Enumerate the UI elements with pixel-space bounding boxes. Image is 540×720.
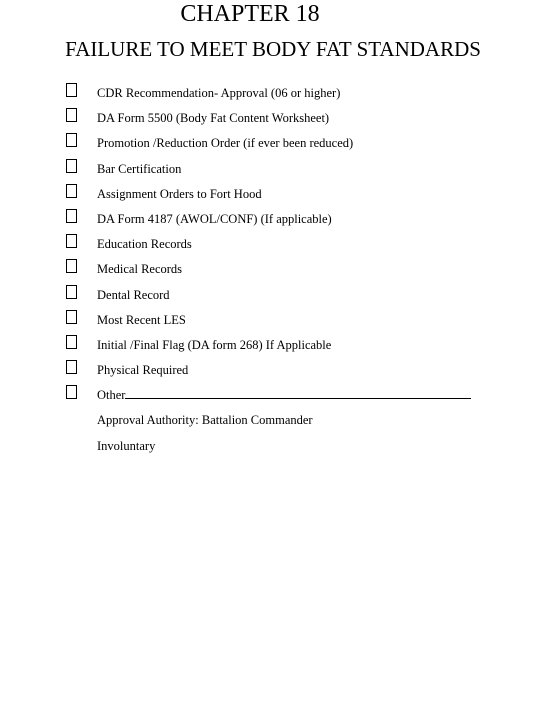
- approval-authority: Approval Authority: Battalion Commander: [97, 413, 313, 427]
- checklist-item-label: Most Recent LES: [97, 312, 186, 327]
- checklist-item: [66, 183, 526, 208]
- checklist-item: [66, 359, 526, 384]
- checklist-item: [66, 107, 526, 132]
- checklist-item-label: Initial /Final Flag (DA form 268) If Applicable: [97, 337, 332, 352]
- checklist-item: [66, 258, 526, 283]
- other-fill-in-line[interactable]: [125, 388, 471, 399]
- checklist-item-label: Bar Certification: [97, 161, 182, 176]
- checkbox[interactable]: [66, 133, 77, 147]
- checklist-item-label: CDR Recommendation- Approval (06 or higher): [97, 86, 341, 100]
- checkbox[interactable]: [66, 108, 77, 122]
- document-checklist: [66, 82, 526, 409]
- checkbox[interactable]: [66, 385, 77, 399]
- checklist-item-label: Other: [97, 388, 126, 403]
- checklist-item: [66, 158, 526, 183]
- checklist-item: [66, 334, 526, 359]
- checklist-item: [66, 132, 526, 157]
- checkbox[interactable]: [66, 83, 77, 97]
- checkbox[interactable]: [66, 360, 77, 374]
- checklist-item: [66, 309, 526, 334]
- checklist-item-label: Physical Required: [97, 363, 189, 378]
- checkbox[interactable]: [66, 209, 77, 223]
- checklist-item-label: Assignment Orders to Fort Hood: [97, 186, 262, 201]
- separation-type: Involuntary: [97, 439, 156, 453]
- checkbox[interactable]: [66, 234, 77, 248]
- checklist-item-label: DA Form 5500 (Body Fat Content Worksheet): [97, 111, 330, 126]
- checklist-item-label: Education Records: [97, 237, 192, 252]
- page-title: FAILURE TO MEET BODY FAT STANDARDS: [65, 37, 481, 61]
- checklist-item-other-row: [97, 387, 471, 403]
- chapter-title: CHAPTER 18: [180, 1, 320, 27]
- checklist-item: [66, 284, 526, 309]
- checkbox[interactable]: [66, 159, 77, 173]
- checkbox[interactable]: [66, 310, 77, 324]
- checklist-item-label: Dental Record: [97, 287, 170, 302]
- checkbox[interactable]: [66, 285, 77, 299]
- checkbox[interactable]: [66, 259, 77, 273]
- checklist-item-label: Promotion /Reduction Order (if ever been reduced): [97, 136, 354, 151]
- checklist-item: [66, 208, 526, 233]
- checklist-item-label: Medical Records: [97, 262, 183, 277]
- checkbox[interactable]: [66, 184, 77, 198]
- checkbox[interactable]: [66, 335, 77, 349]
- checklist-item: [66, 82, 526, 107]
- checklist-item-label: DA Form 4187 (AWOL/CONF) (If applicable): [97, 211, 332, 226]
- checklist-item: [66, 233, 526, 258]
- checklist-item-other: [66, 384, 526, 409]
